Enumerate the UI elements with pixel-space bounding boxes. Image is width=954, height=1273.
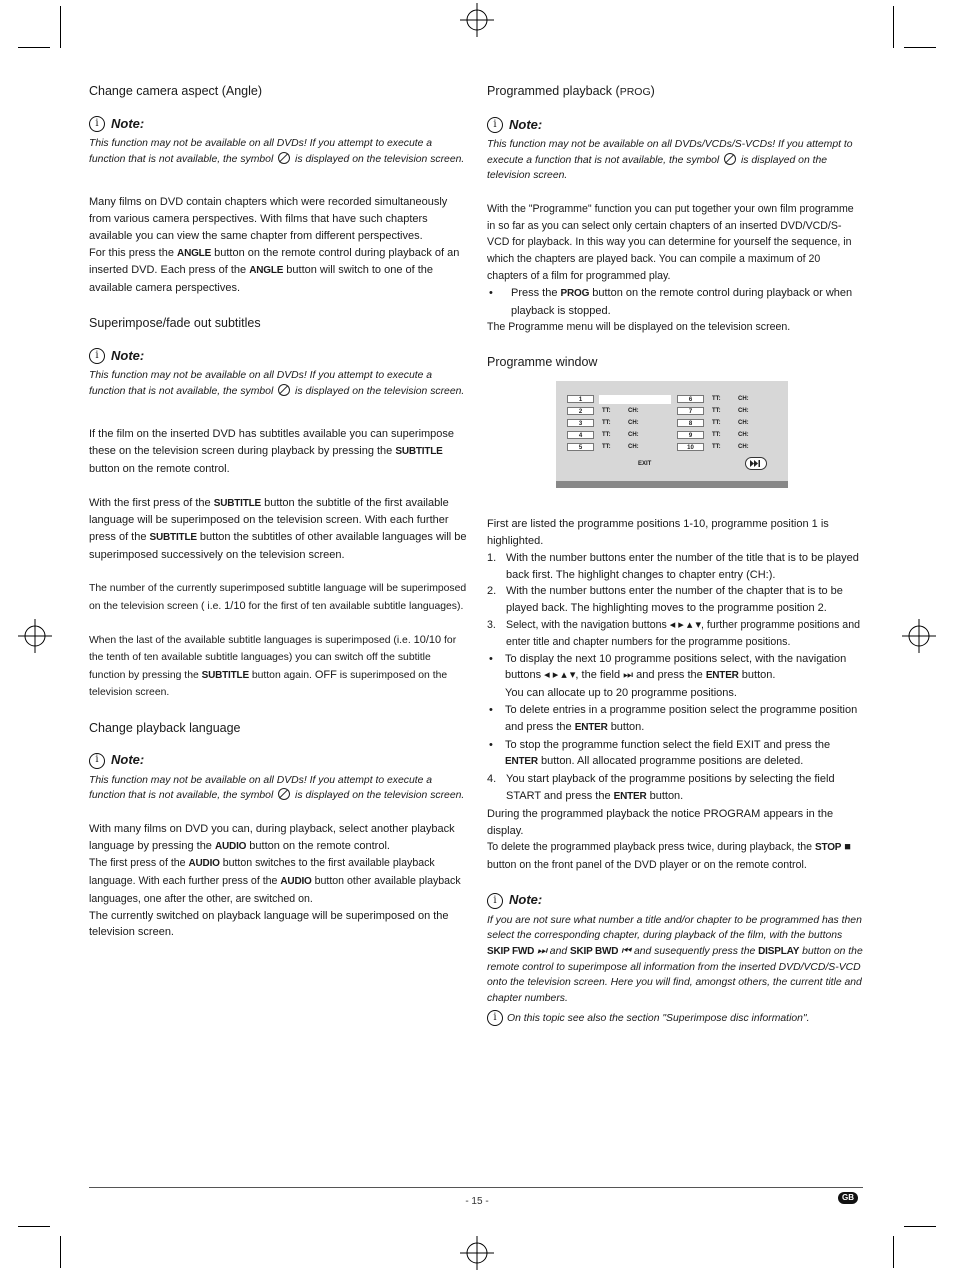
skip-backward-icon: ⏮	[621, 945, 632, 958]
paragraph: Many films on DVD contain chapters which were recorded simultaneously from various camera perspectives. With films that have such chapters available you can view the same chapter from different perspectives.	[89, 196, 448, 242]
skip-forward-icon: ⏭	[623, 669, 634, 682]
programme-position: 2	[567, 407, 594, 415]
paragraph: With many films on DVD you can, during playback, select another playback language by pressing the AUDIO button on the remote control.	[89, 822, 455, 852]
paragraph: During the programmed playback the notice PROGRAM appears in the display.	[487, 807, 834, 837]
programme-position: 3	[567, 419, 594, 427]
paragraph: The currently switched on playback language will be superimposed on the television screen.	[89, 909, 449, 939]
programme-position: 7	[677, 407, 704, 415]
section-heading-angle: Change camera aspect (Angle)	[89, 84, 263, 98]
crop-mark	[904, 47, 936, 48]
paragraph: With the first press of the SUBTITLE button the subtitle of the first available language will be superimposed on the television screen. With each further press of the SUBTITLE button the subtitles of other available languages will be superimposed successively on the television screen.	[89, 496, 467, 561]
title-label: TT:	[712, 432, 721, 439]
language-badge: GB	[838, 1192, 858, 1204]
paragraph: The Programme menu will be displayed on the television screen.	[487, 321, 791, 334]
title-label: TT:	[712, 420, 721, 427]
tip-line: i On this topic see also the section "Superimpose disc information".	[487, 1010, 863, 1026]
title-label: TT:	[712, 408, 721, 415]
registration-mark-icon	[460, 1236, 494, 1270]
paragraph: The number of the currently superimposed subtitle language will be superimposed on the television screen ( i.e. 1/10 for the first of ten available subtitle languages).	[89, 582, 467, 612]
list-item: 3. Select, with the navigation buttons ◂ ▸ ▴ ▾, further programme positions and enter title and chapter numbers for the programme positions.	[487, 618, 860, 648]
paragraph: With the "Programme" function you can put together your own film programme in so far as you can select only certain chapters of an inserted DVD/VCD/S-VCD for playback. In this way you can determine for yourself the sequence, in which the chapters are played back. You can compile a maximum of 20 chapters of a film for programmed play.	[487, 202, 854, 282]
chapter-label: CH:	[738, 408, 749, 415]
programme-position: 4	[567, 431, 594, 439]
highlight-bar	[599, 395, 671, 404]
programme-position: 8	[677, 419, 704, 427]
crop-mark	[904, 1226, 936, 1227]
info-icon: i	[89, 753, 105, 769]
paragraph: When the last of the available subtitle languages is superimposed (i.e. 10/10 for the tenth of ten available subtitle languages) you can switch off the subtitle function by pressing the SUBTITLE button again. OFF is superimposed on the television screen.	[89, 634, 457, 698]
chapter-label: CH:	[628, 432, 639, 439]
list-item: • Press the PROG button on the remote control during playback or when playback is stopped.	[489, 286, 853, 317]
programme-position: 1	[567, 395, 594, 403]
info-icon: i	[89, 348, 105, 364]
skip-forward-icon: ⏭	[537, 945, 547, 958]
crop-mark	[60, 1236, 61, 1268]
section-heading-programme-window: Programme window	[487, 355, 598, 370]
crop-mark	[893, 6, 894, 48]
info-icon: i	[487, 117, 503, 133]
crop-mark	[18, 1226, 50, 1227]
chapter-label: CH:	[628, 420, 639, 427]
title-label: TT:	[602, 444, 611, 451]
footer-rule	[89, 1187, 863, 1188]
note-text: If you are not sure what number a title and/or chapter to be programmed has then select the corresponding chapter, during playback of the film, with the buttons SKIP FWD ⏭ and SKIP BWD ⏮ and susequently press the DISPLAY button on the remote control to superimpose all information from the inserted DVD/VCD/S-VCD onto the television screen. Here you will find, amongst others, the current title and chapter numbers.	[487, 914, 863, 1004]
title-label: TT:	[602, 420, 611, 427]
exit-label: EXIT	[638, 461, 652, 468]
title-label: TT:	[712, 444, 721, 451]
chapter-label: CH:	[738, 420, 749, 427]
crop-mark	[18, 47, 50, 48]
chapter-label: CH:	[738, 432, 749, 439]
programme-position: 6	[677, 395, 704, 403]
crop-mark	[893, 1236, 894, 1268]
page-number: - 15 -	[465, 1196, 489, 1207]
prohibited-icon	[724, 153, 736, 165]
note-heading: i Note:	[487, 891, 863, 911]
registration-mark-icon	[460, 3, 494, 37]
crop-mark	[60, 6, 61, 48]
info-icon: i	[487, 893, 503, 909]
note-heading: i Note:	[89, 751, 467, 771]
paragraph: To delete the programmed playback press twice, during playback, the STOP ■ button on the front panel of the DVD player or on the remote control.	[487, 841, 851, 872]
chapter-label: CH:	[628, 444, 639, 451]
list-item: 1. With the number buttons enter the number of the title that is to be played back first. The highlight changes to chapter entry (CH:).	[487, 551, 859, 581]
note-heading: i Note:	[89, 346, 467, 366]
programme-position: 5	[567, 443, 594, 451]
prohibited-icon	[278, 152, 290, 164]
programme-window-screenshot	[556, 381, 788, 488]
title-label: TT:	[602, 432, 611, 439]
note-heading: i Note:	[89, 114, 467, 134]
navigation-arrows-icon: ◂ ▸ ▴ ▾	[544, 669, 576, 682]
list-item: • To display the next 10 programme positions select, with the navigation buttons ◂ ▸ ▴ ▾, the field ⏭ and press the ENTER button. You can allocate up to 20 programme positions.	[489, 652, 847, 700]
section-heading-language: Change playback language	[89, 720, 241, 735]
list-item: 2. With the number buttons enter the number of the chapter that is to be played back. The highlighting moves to the programme position 2.	[487, 585, 843, 615]
programme-position: 10	[677, 443, 704, 451]
registration-mark-icon	[902, 619, 936, 653]
paragraph: For this press the ANGLE button on the remote control during playback of an inserted DVD. Each press of the ANGLE button will switch to one of the available camera perspectives.	[89, 246, 460, 295]
paragraph: First are listed the programme positions 1-10, programme position 1 is highlighted.	[487, 518, 829, 547]
note-text: This function may not be available on all DVDs! If you attempt to execute a function that is not available, the symbol is displayed on the television screen.	[89, 369, 465, 397]
list-item: • To delete entries in a programme position select the programme position and press the ENTER button.	[489, 703, 858, 733]
chapter-label: CH:	[738, 396, 749, 403]
info-icon: i	[89, 116, 105, 132]
chapter-label: CH:	[628, 408, 639, 415]
note-text: This function may not be available on all DVDs! If you attempt to execute a function that is not available, the symbol is displayed on the television screen.	[89, 138, 465, 165]
chapter-label: CH:	[738, 444, 749, 451]
list-item: 4. You start playback of the programme positions by selecting the field START and press the ENTER button.	[487, 773, 835, 802]
section-heading-subtitles: Superimpose/fade out subtitles	[89, 315, 261, 330]
paragraph: The first press of the AUDIO button switches to the first available playback language. With each further press of the AUDIO button other available playback languages, one after the other, are switched on.	[89, 857, 461, 905]
programme-position: 9	[677, 431, 704, 439]
note-text: This function may not be available on all DVDs! If you attempt to execute a function that is not available, the symbol is displayed on the television screen.	[89, 774, 465, 802]
stop-icon: ■	[844, 841, 851, 854]
title-label: TT:	[712, 396, 721, 403]
right-column	[487, 82, 863, 1026]
paragraph: If the film on the inserted DVD has subtitles available you can superimpose these on the television screen during playback by pressing the SUBTITLE button on the remote control.	[89, 428, 455, 475]
note-text: This function may not be available on all DVDs/VCDs/S-VCDs! If you attempt to execute a function that is not available, the symbol is displayed on the television screen.	[487, 139, 853, 182]
navigation-arrows-icon: ◂ ▸ ▴ ▾	[669, 618, 701, 631]
prohibited-icon	[278, 384, 290, 396]
note-heading: i Note:	[487, 115, 863, 135]
next-page-icon	[745, 457, 767, 470]
info-icon: i	[487, 1010, 503, 1026]
left-column	[89, 82, 467, 941]
list-item: • To stop the programme function select the field EXIT and press the ENTER button. All allocated programme positions are deleted.	[489, 738, 831, 768]
window-bottom-bar	[556, 481, 788, 488]
title-label: TT:	[602, 408, 611, 415]
section-heading-programmed: Programmed playback (PROG)	[487, 84, 655, 98]
registration-mark-icon	[18, 619, 52, 653]
prohibited-icon	[278, 788, 290, 800]
